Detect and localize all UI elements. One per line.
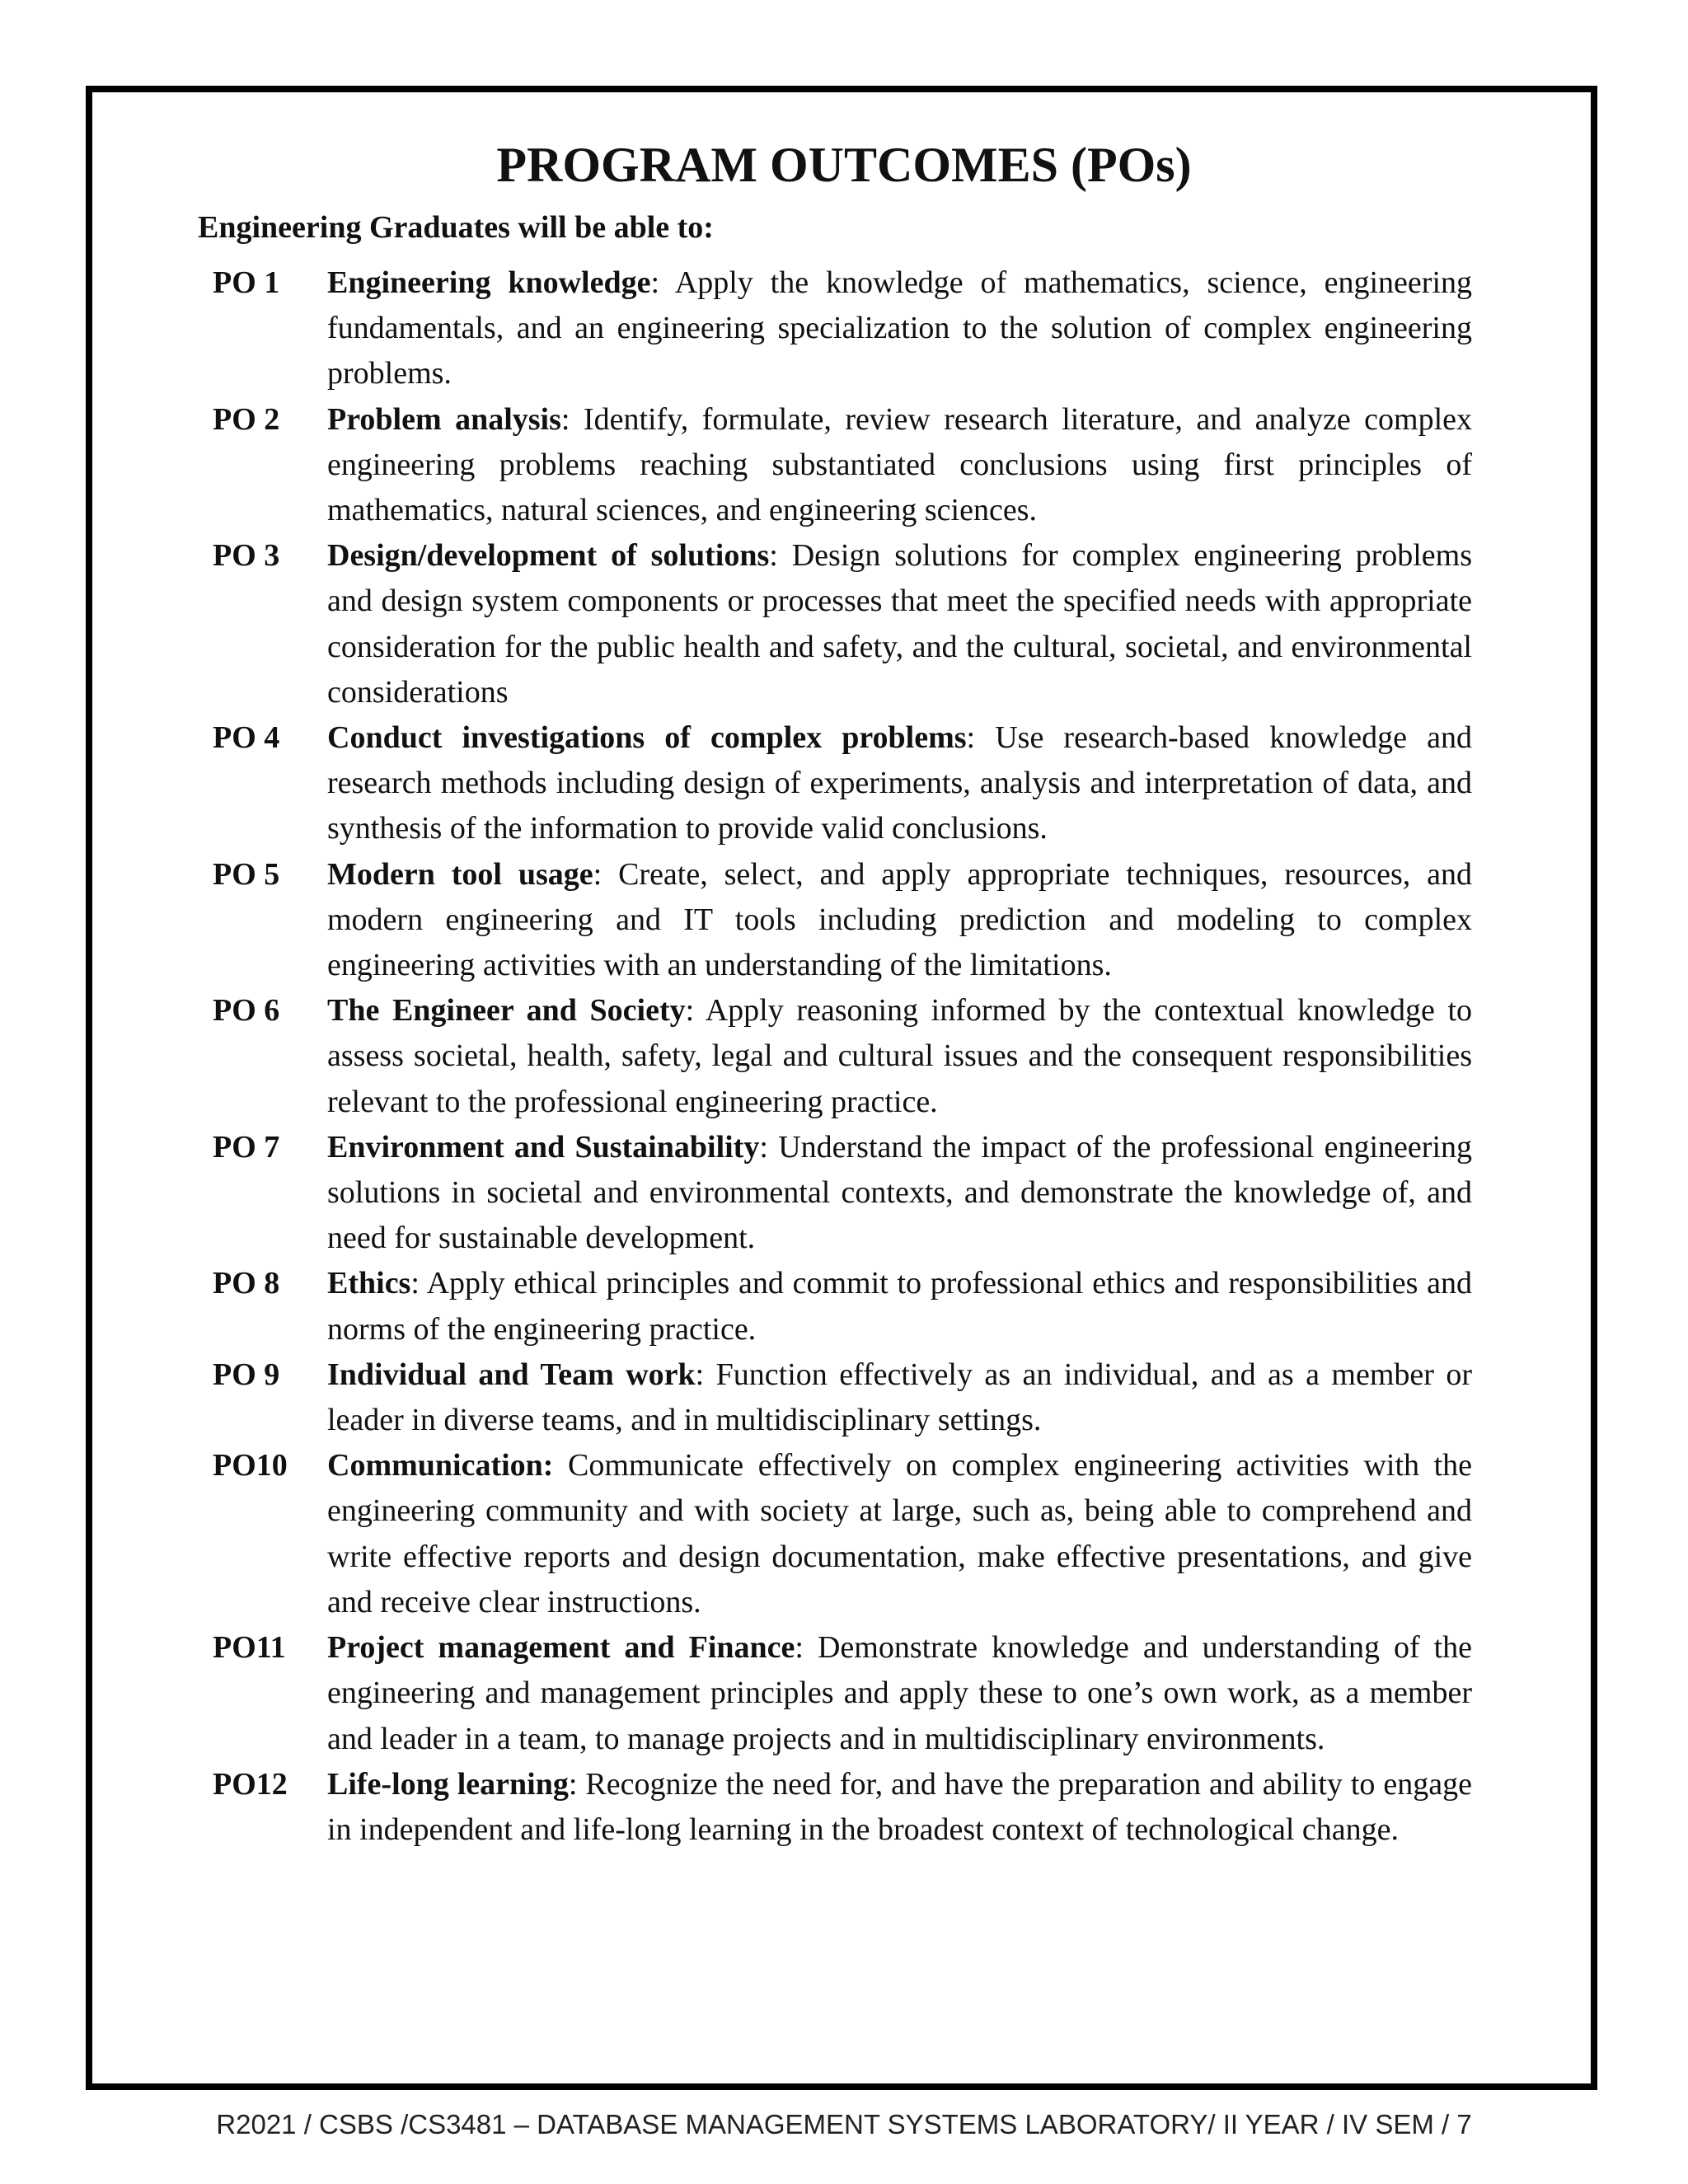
list-item — [0, 1125, 1688, 1262]
page-title: PROGRAM OUTCOMES (POs) — [496, 138, 1192, 192]
page-footer: R2021 / CSBS /CS3481 – DATABASE MANAGEMENT SYSTEMS LABORATORY/ II YEAR / IV SEM / 7 — [216, 2109, 1472, 2139]
po-separator: : — [966, 720, 996, 756]
po-text: Understand the impact of the professional engineering solutions in societal and environmental contexts, and demonstrate the knowledge of, and need for sustainable development. — [327, 1129, 1473, 1256]
po-code: PO11 — [213, 1630, 286, 1666]
po-code: PO 1 — [213, 265, 280, 300]
list-item — [0, 260, 1688, 397]
list-item — [0, 1443, 1688, 1625]
list-item — [0, 1625, 1688, 1762]
po-label: Life-long learning — [327, 1766, 569, 1802]
po-description — [327, 1125, 1472, 1262]
po-separator: : — [795, 1630, 818, 1666]
list-item — [0, 852, 1688, 989]
po-label: Design/development of solutions — [327, 538, 770, 574]
po-separator — [553, 1448, 568, 1483]
po-code: PO12 — [213, 1766, 288, 1802]
po-text: Create, select, and apply appropriate techniques, resources, and modern engineering and IT tools including prediction and modeling to complex engineering activities with an understanding of the limitations. — [327, 856, 1472, 983]
po-label: Modern tool usage — [327, 856, 593, 892]
po-text: Design solutions for complex engineering problems and design system components or processes that meet the specified needs with appropriate consideration for the public health and safety, and the cultural, societal, and environmental considerations — [327, 538, 1473, 710]
po-text: Apply reasoning informed by the contextual knowledge to assess societal, health, safety, legal and cultural issues and the consequent responsibilities relevant to the professional engineering practice. — [327, 993, 1472, 1119]
po-text: Apply ethical principles and commit to professional ethics and responsibilities and norms of the engineering practice. — [327, 1266, 1472, 1347]
po-text: Communicate effectively on complex engineering activities with the engineering community and with society at large, such as, being able to comprehend and write effective reports and design documentation, make effective presentations, and give and receive clear instructions. — [327, 1448, 1472, 1619]
po-code: PO 9 — [213, 1357, 280, 1392]
intro-text: Engineering Graduates will be able to: — [198, 210, 714, 245]
po-code: PO 3 — [213, 538, 280, 574]
po-description — [327, 1261, 1472, 1352]
po-description — [327, 1352, 1472, 1443]
po-description — [327, 715, 1472, 852]
po-text: Recognize the need for, and have the preparation and ability to engage in independent and life-long learning in the broadest context of technological change. — [327, 1766, 1472, 1847]
po-description — [327, 397, 1472, 534]
po-separator: : — [560, 401, 584, 437]
po-separator: : — [410, 1266, 427, 1301]
po-separator: : — [759, 1129, 779, 1165]
po-description — [327, 260, 1472, 397]
po-separator: : — [568, 1766, 586, 1802]
po-text: Identify, formulate, review research literature, and analyze complex engineering problems reaching substantiated conclusions using first principles of mathematics, natural sciences, and engineering sciences. — [327, 401, 1473, 528]
po-code: PO 5 — [213, 856, 280, 892]
list-item — [0, 397, 1688, 534]
po-code: PO 8 — [213, 1266, 280, 1301]
po-code: PO 7 — [213, 1129, 280, 1165]
po-description — [327, 1625, 1472, 1762]
po-code: PO10 — [213, 1448, 288, 1483]
po-description — [327, 533, 1472, 715]
po-text: Function effectively as an individual, and as a member or leader in diverse teams, and in multidisciplinary settings. — [327, 1357, 1472, 1438]
list-item — [0, 533, 1688, 715]
list-item — [0, 1762, 1688, 1853]
po-text: Demonstrate knowledge and understanding of the engineering and management principles and apply these to one’s own work, as a member and leader in a team, to manage projects and in multidisciplinary environments. — [327, 1630, 1473, 1756]
po-label: The Engineer and Society — [327, 993, 686, 1029]
po-separator: : — [685, 993, 706, 1029]
po-label: Communication: — [327, 1448, 554, 1483]
list-item — [0, 1352, 1688, 1443]
po-description — [327, 1762, 1472, 1853]
po-text: Use research-based knowledge and research methods including design of experiments, analysis and interpretation of data, and synthesis of the information to provide valid conclusions. — [327, 720, 1472, 846]
po-description — [327, 988, 1472, 1125]
po-label: Problem analysis — [327, 401, 561, 437]
po-label: Conduct investigations of complex problems — [327, 720, 967, 756]
list-item — [0, 715, 1688, 852]
po-code: PO 6 — [213, 993, 280, 1029]
po-label: Ethics — [327, 1266, 411, 1301]
po-label: Engineering knowledge — [327, 265, 651, 300]
po-description — [327, 852, 1472, 989]
po-separator: : — [650, 265, 675, 300]
po-code: PO 2 — [213, 401, 280, 437]
list-item — [0, 1261, 1688, 1352]
program-outcomes-list — [0, 260, 1688, 1853]
po-description — [327, 1443, 1472, 1625]
po-label: Environment and Sustainability — [327, 1129, 760, 1165]
po-label: Project management and Finance — [327, 1630, 795, 1666]
po-code: PO 4 — [213, 720, 280, 756]
po-separator: : — [769, 538, 792, 574]
po-label: Individual and Team work — [327, 1357, 696, 1392]
po-separator: : — [695, 1357, 716, 1392]
list-item — [0, 988, 1688, 1125]
po-separator: : — [593, 856, 619, 892]
po-text: Apply the knowledge of mathematics, science, engineering fundamentals, and an engineering specialization to the solution of complex engineering problems. — [327, 265, 1472, 391]
